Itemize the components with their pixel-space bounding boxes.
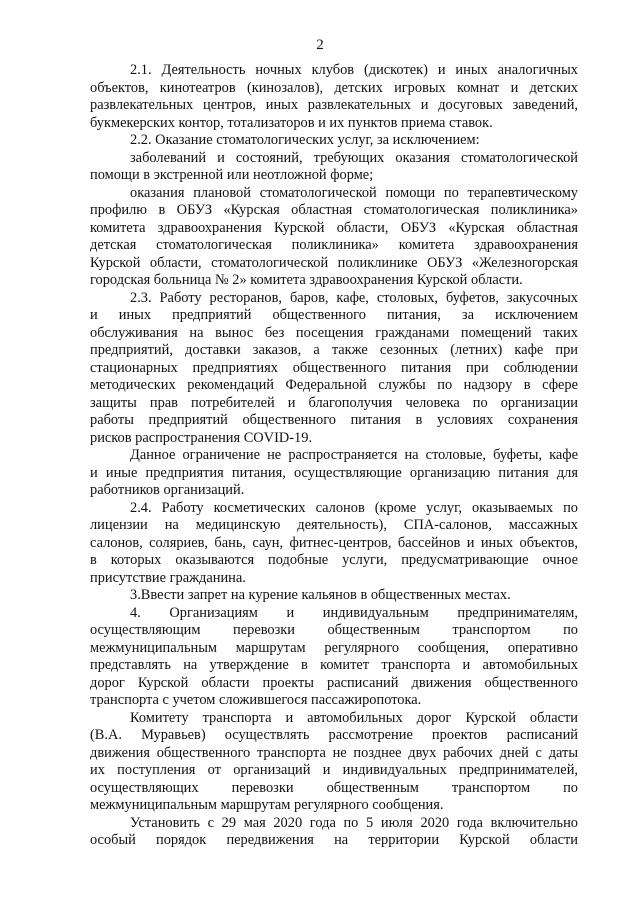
text-line: движения общественного транспорта не позднее двух рабочих дней с даты (90, 744, 578, 761)
text-line: методических рекомендаций Федеральной службы по надзору в сфере (90, 377, 578, 393)
text-line: осуществляющим перевозки общественным транспортом по (90, 622, 578, 638)
text-line: осуществляющих перевозки общественным транспортом по (90, 779, 578, 796)
text-line: работников организаций. (90, 482, 245, 498)
text-line: 3.Ввести запрет на курение кальянов в общественных местах. (130, 587, 511, 603)
text-line: представлять на утверждение в комитет транспорта и автомобильных (90, 657, 578, 673)
text-line: 2.3. Работу ресторанов, баров, кафе, столовых, буфетов, закусочных (130, 289, 578, 306)
text-line: заболеваний и состояний, требующих оказания стоматологической (130, 149, 578, 166)
page-number: 2 (316, 37, 324, 53)
text-line: Установить с 29 мая 2020 года по 5 июля 2020 года включительно (130, 814, 578, 831)
text-line: стационарных предприятиях общественного питания при соблюдении (90, 359, 578, 376)
text-line: Комитету транспорта и автомобильных дорог Курской области (130, 709, 578, 726)
text-line: рисков распространения COVID-19. (90, 429, 313, 446)
text-line: транспорта с учетом сложившегося пассажиропотока. (90, 692, 422, 708)
text-line: их поступления от организаций и индивидуальных предпринимателей, (90, 762, 578, 778)
text-line: в которых оказываются подобные услуги, предусматривающие очное (90, 552, 578, 568)
text-line: особый порядок передвижения на территории Курской области (90, 832, 578, 848)
text-line: дорог Курской области проекты расписаний движения общественного (90, 674, 578, 691)
text-line: букмекерских контор, тотализаторов и их пунктов приема ставок. (90, 114, 493, 131)
text-line: Курской области, стоматологической поликлинике ОБУЗ «Железногорская (90, 254, 578, 271)
text-line: лицензии на медицинскую деятельность), СПА-салонов, массажных (90, 517, 578, 533)
text-line: (В.А. Муравьев) осуществлять рассмотрение проектов расписаний (90, 727, 578, 743)
text-line: городская больница № 2» комитета здравоохранения Курской области. (90, 272, 523, 288)
text-line: и иных предприятий общественного питания, за исключением (90, 307, 578, 323)
text-line: оказания плановой стоматологической помощи по терапевтическому (130, 184, 578, 201)
text-line: обслуживания на вынос без посещения гражданами помещений таких (90, 324, 578, 341)
text-line: объектов, кинотеатров (кинозалов), детских игровых комнат и детских (90, 79, 578, 96)
text-line: 4. Организациям и индивидуальным предпринимателям, (130, 604, 578, 621)
text-line: работы предприятий общественного питания в условиях сохранения (90, 412, 578, 428)
text-line: помощи в экстренной или неотложной форме; (90, 167, 374, 183)
text-line: предприятий, доставки заказов, а также сезонных (летних) кафе при (90, 342, 578, 358)
text-line: комитета здравоохранения Курской области, ОБУЗ «Курская областная (90, 219, 578, 236)
text-line: салонов, соляриев, бань, саун, фитнес-центров, бассейнов и иных объектов, (90, 534, 578, 551)
text-line: 2.2. Оказание стоматологических услуг, за исключением: (130, 132, 480, 148)
text-line: защиты прав потребителей и благополучия человека по организации (90, 394, 578, 411)
text-line: профилю в ОБУЗ «Курская областная стоматологическая поликлиника» (90, 202, 578, 218)
text-line: 2.4. Работу косметических салонов (кроме услуг, оказываемых по (130, 499, 578, 516)
text-line: межмуниципальным маршрутам регулярного сообщения. (90, 797, 444, 813)
document-body (90, 62, 578, 850)
text-line: развлекательных центров, иных развлекательных и досуговых заведений, (90, 97, 578, 113)
text-line: детская стоматологическая поликлиника» комитета здравоохранения (90, 237, 578, 253)
text-line: 2.1. Деятельность ночных клубов (дискотек) и иных аналогичных (130, 62, 578, 78)
text-line: присутствие гражданина. (90, 569, 246, 586)
text-line: и иные предприятия питания, осуществляющие организацию питания для (90, 464, 578, 481)
text-line: межмуниципальным маршрутам регулярного сообщения, оперативно (90, 639, 578, 656)
text-line: Данное ограничение не распространяется на столовые, буфеты, кафе (130, 447, 578, 463)
